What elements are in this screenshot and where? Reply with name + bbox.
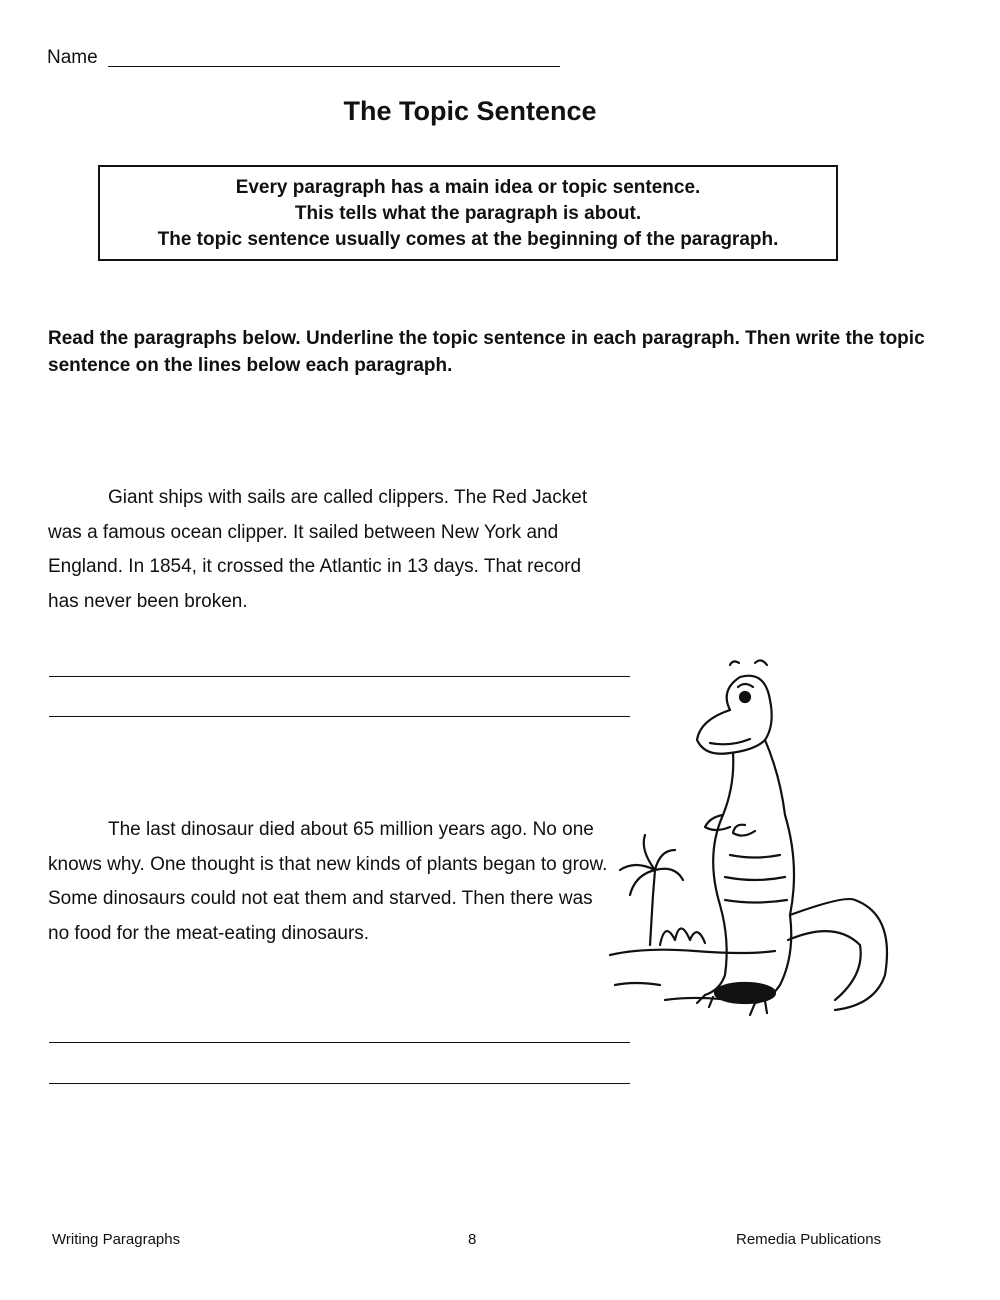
- dinosaur-illustration-icon: [605, 655, 900, 1030]
- rule-line-3: The topic sentence usually comes at the beginning of the paragraph.: [157, 229, 779, 250]
- answer-line-2a: [49, 1042, 630, 1043]
- footer-page-number: 8: [468, 1231, 477, 1248]
- answer-line-2b: [49, 1083, 630, 1084]
- answer-line-1a: [49, 676, 630, 677]
- rule-line-2: This tells what the paragraph is about.: [294, 203, 642, 224]
- rule-box: [98, 165, 838, 261]
- paragraph-clippers: Giant ships with sails are called clippers. The Red Jacket was a famous ocean clipper. It sailed between New York and England. In 1854, it crossed the Atlantic in 13 days. That record has never been broken.: [48, 487, 588, 612]
- name-label: Name: [47, 47, 98, 68]
- rule-line-1: Every paragraph has a main idea or topic sentence.: [235, 177, 701, 198]
- footer-book-title: Writing Paragraphs: [52, 1231, 181, 1248]
- name-line: [108, 66, 560, 67]
- paragraph-dinosaur: The last dinosaur died about 65 million years ago. No one knows why. One thought is that new kinds of plants began to grow. Some dinosaurs could not eat them and starved. Then there was no food for the meat-eating dinosaurs.: [48, 819, 608, 944]
- page-title: The Topic Sentence: [343, 96, 597, 126]
- instructions: Read the paragraphs below. Underline the topic sentence in each paragraph. Then write the topic sentence on the lines below each paragraph.: [48, 328, 925, 376]
- answer-line-1b: [49, 716, 630, 717]
- footer-publisher: Remedia Publications: [736, 1231, 882, 1248]
